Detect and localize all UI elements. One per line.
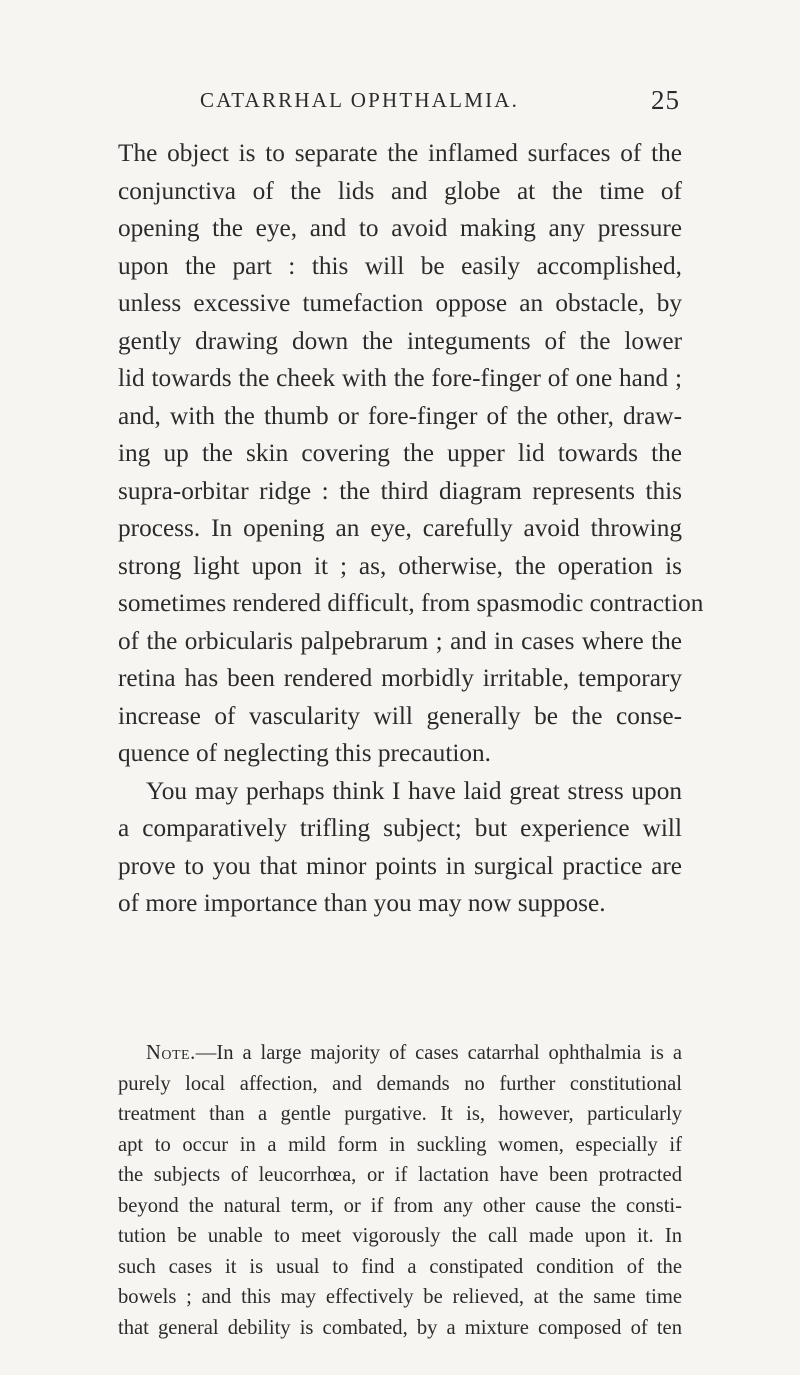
running-title: CATARRHAL OPHTHALMIA. xyxy=(200,88,520,112)
text-line: supra-orbitar ridge : the third diagram represents this xyxy=(118,476,682,505)
note-line: treatment than a gentle purgative. It is, however, particularly xyxy=(118,1103,682,1125)
footnote xyxy=(118,1038,682,1343)
text-line: upon the part : this will be easily accomplished, xyxy=(118,251,682,280)
note-line: such cases it is usual to find a constipated condition of the xyxy=(118,1255,682,1278)
text-line: of the orbicularis palpebrarum ; and in cases where the xyxy=(118,626,682,655)
text-line: quence of neglecting this precaution. xyxy=(118,739,491,767)
note-first-line-text: —In a large majority of cases catarrhal ophthalmia is a xyxy=(195,1042,682,1064)
text-line: process. In opening an eye, carefully avoid throwing xyxy=(118,514,682,542)
text-line: lid towards the cheek with the fore-finger of one hand ; xyxy=(118,364,682,392)
main-paragraphs xyxy=(118,135,704,923)
text-line: increase of vascularity will generally be the conse- xyxy=(118,701,682,730)
text-line: sometimes rendered difficult, from spasmodic contraction xyxy=(118,589,704,617)
text-line: opening the eye, and to avoid making any pressure xyxy=(118,214,682,242)
note-line: tution be unable to meet vigorously the call made upon it. In xyxy=(118,1225,682,1247)
running-head xyxy=(120,85,680,124)
note-line: bowels ; and this may effectively be relieved, at the same time xyxy=(118,1286,682,1308)
note-line: the subjects of leucorrhœa, or if lactation have been protracted xyxy=(118,1164,682,1186)
page-number: 25 xyxy=(651,85,680,115)
note-label: Note. xyxy=(146,1042,196,1064)
text-line: and, with the thumb or fore-finger of the other, draw- xyxy=(118,401,682,430)
note-first-line xyxy=(118,1038,682,1069)
text-line: unless excessive tumefaction oppose an obstacle, by xyxy=(118,289,682,317)
text-line: strong light upon it ; as, otherwise, the operation is xyxy=(118,551,682,580)
text-line: ing up the skin covering the upper lid towards the xyxy=(118,439,682,467)
text-line: gently drawing down the integuments of the lower xyxy=(118,326,682,355)
note-line: that general debility is combated, by a mixture composed of ten xyxy=(118,1316,682,1339)
text-line: You may perhaps think I have laid great stress upon xyxy=(146,776,682,805)
note-line: apt to occur in a mild form in suckling women, especially if xyxy=(118,1133,682,1156)
text-line: prove to you that minor points in surgical practice are xyxy=(118,851,682,880)
text-line: retina has been rendered morbidly irritable, temporary xyxy=(118,664,682,692)
text-line: conjunctiva of the lids and globe at the time of xyxy=(118,176,682,205)
text-line: a comparatively trifling subject; but experience will xyxy=(118,814,682,842)
text-line: The object is to separate the inflamed surfaces of the xyxy=(118,139,682,167)
text-line: of more importance than you may now suppose. xyxy=(118,889,606,917)
note-line: purely local affection, and demands no further constitutional xyxy=(118,1072,682,1095)
note-line: beyond the natural term, or if from any other cause the consti- xyxy=(118,1194,682,1217)
